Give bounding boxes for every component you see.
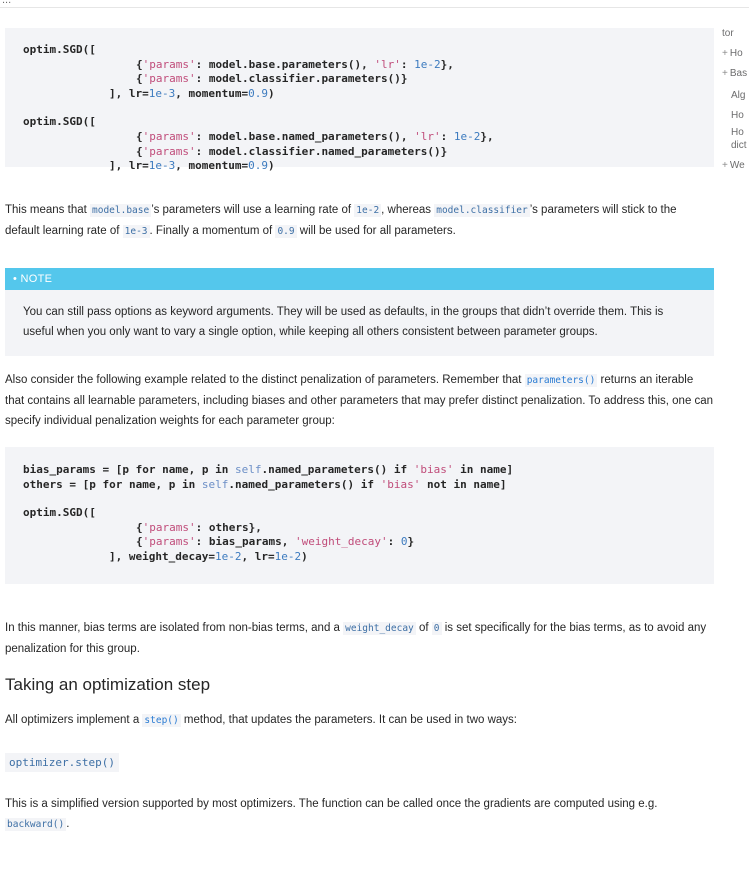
paragraph-simplified: This is a simplified version supported by most optimizers. The function can be called once the gradients are computed using e.g. backward() . <box>5 798 658 830</box>
toc-item[interactable]: Ho <box>731 110 744 121</box>
scrolled-top-text: ... <box>0 0 749 8</box>
note-callout <box>5 268 714 356</box>
toc-item[interactable]: + Ho <box>722 48 743 59</box>
toc-item[interactable]: Ho <box>731 127 744 138</box>
note-header <box>5 268 714 290</box>
code-line: bias_params = [p for name, p in self.named_parameters() if 'bias' in name] <box>23 463 514 476</box>
inline-code-link[interactable]: step() <box>144 715 179 726</box>
toc-item-continued[interactable]: dict <box>731 140 747 151</box>
code-line: {'params': model.classifier.named_parameters()} <box>136 144 448 158</box>
code-block-weight-decay <box>5 447 714 584</box>
expand-icon[interactable]: + <box>722 48 728 59</box>
note-label: NOTE <box>20 273 53 285</box>
paragraph-bias-terms: In this manner, bias terms are isolated from non-bias terms, and a weight_decay of 0 is set specifically for the bias terms, as to avoid any penalization for this group. <box>5 622 707 655</box>
code-blank-line <box>23 101 696 115</box>
inline-code: 1e-3 <box>124 226 148 237</box>
code-line: optim.SGD([ <box>23 115 96 129</box>
expand-icon[interactable]: + <box>722 68 728 79</box>
toc-title: tor <box>722 28 734 39</box>
inline-code-link[interactable]: parameters() <box>526 375 596 386</box>
inline-code: 0.9 <box>277 226 295 237</box>
toc-item[interactable]: Alg <box>731 90 746 101</box>
paragraph-learning-rate: This means that model.base ’s parameters will use a learning rate of 1e-2 , whereas model.classifier ’s parameters will stick to the default learning rate of 1e-3 . Finally a momentum of 0.9 will be used for all parameters. <box>5 204 677 237</box>
code-line: ], weight_decay=1e-2, lr=1e-2) <box>109 549 308 563</box>
code-optimizer-step: optimizer.step() <box>5 753 714 773</box>
code-line: {'params': model.classifier.parameters()} <box>136 72 408 86</box>
code-block-sgd-per-parameter <box>5 28 714 173</box>
inline-code: model.classifier <box>436 205 528 216</box>
paragraph-step-method: All optimizers implement a step() method, that updates the parameters. It can be used in two ways: <box>5 714 517 726</box>
code-line: {'params': bias_params, 'weight_decay': 0} <box>136 535 415 549</box>
code-blank-line <box>23 492 696 506</box>
toc-item[interactable]: + Bas <box>722 68 748 79</box>
note-body <box>5 290 714 356</box>
code-line: optim.SGD([ <box>23 506 96 520</box>
inline-code: weight_decay <box>345 623 414 634</box>
table-of-contents <box>722 26 749 186</box>
code-line: others = [p for name, p in self.named_parameters() if 'bias' not in name] <box>23 477 507 491</box>
note-text: You can still pass options as keyword arguments. They will be used as defaults, in the groups that didn’t override them. This is useful when you only want to vary a single option, while keeping all others consistent between parameter groups. <box>23 306 664 338</box>
inline-code: 1e-2 <box>356 205 380 216</box>
inline-code: model.base <box>92 205 150 216</box>
expand-icon[interactable]: + <box>722 160 728 171</box>
paragraph-penalization: Also consider the following example related to the distinct penalization of parameters. Remember that parameters() returns an iterable that contains all learnable parameters, including biases and other parameters that may prefer distinct penalization. To address this, one can specify individual penalization weights for each parameter group: <box>5 374 714 427</box>
code-line: {'params': model.base.named_parameters(), 'lr': 1e-2}, <box>136 129 494 143</box>
code-line: {'params': model.base.parameters(), 'lr': 1e-2}, <box>136 57 454 71</box>
code-line: {'params': others}, <box>136 520 262 534</box>
code-line: optim.SGD([ <box>23 43 96 56</box>
code-line: ], lr=1e-3, momentum=0.9) <box>109 159 275 173</box>
bullet-icon: • <box>13 273 18 285</box>
code-line: ], lr=1e-3, momentum=0.9) <box>109 86 275 100</box>
section-heading: Taking an optimization step <box>5 675 211 694</box>
inline-code: backward() <box>7 819 65 830</box>
article-content <box>5 28 714 835</box>
toc-item[interactable]: + We <box>722 160 745 171</box>
inline-code: 0 <box>433 623 440 634</box>
